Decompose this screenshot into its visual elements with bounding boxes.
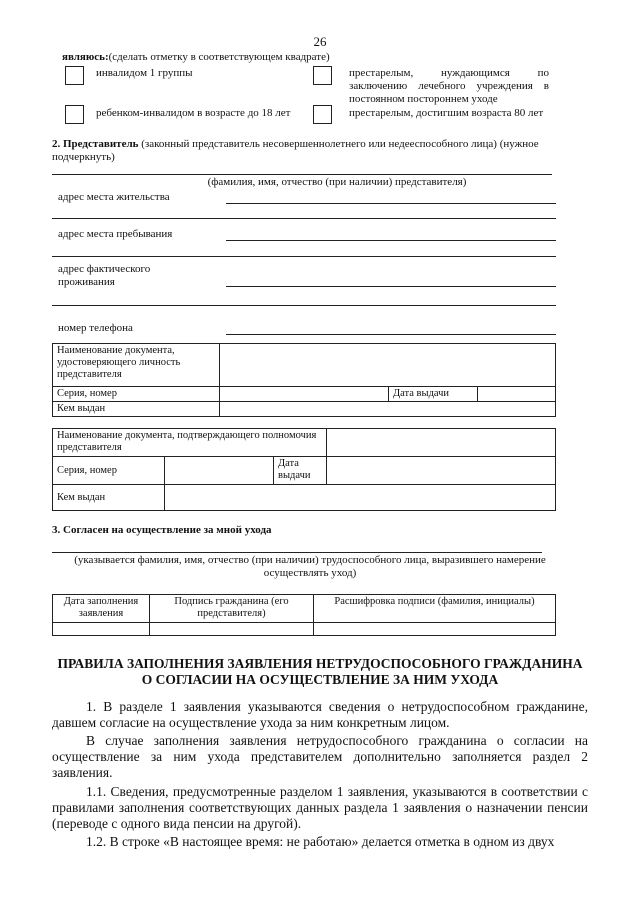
rules-paragraph-2: В случае заполнения заявления нетрудоспособного гражданина о согласии на осуществление за ним ухода представителем дополнительно заполняется раздел 2 заявления.: [52, 733, 588, 780]
identity-series-label: Серия, номер: [53, 387, 220, 402]
sign-signature-field[interactable]: [150, 623, 314, 636]
address-actual-line2[interactable]: [52, 305, 556, 306]
address-stay-line2[interactable]: [52, 256, 556, 257]
authority-issuer-field[interactable]: [165, 485, 556, 511]
rules-paragraph-1: 1. В разделе 1 заявления указываются сведения о нетрудоспособном гражданине, давшем согласие на осуществление ухода за ним конкретным лицом.: [52, 699, 588, 730]
option-elderly-80: престарелым, достигшим возраста 80 лет: [349, 107, 544, 119]
signature-table: [52, 594, 556, 636]
address-actual-field[interactable]: [226, 286, 556, 287]
section3-heading: 3. Согласен на осуществление за мной ухода: [52, 524, 272, 536]
option-disabled-group1: инвалидом 1 группы: [96, 67, 193, 79]
checkbox-disabled-child[interactable]: [65, 105, 84, 124]
section2-heading-text: (законный представитель несовершеннолетнего или недееспособного лица) (нужное подчеркнуть): [52, 138, 539, 163]
authority-doc-name-label: Наименование документа, подтверждающего полномочия представителя: [53, 429, 327, 457]
authority-series-field[interactable]: [165, 457, 274, 485]
identity-doc-name-label: Наименование документа, удостоверяющего личность представителя: [53, 344, 220, 387]
checkbox-disabled-group1[interactable]: [65, 66, 84, 85]
status-lead-bold: являюсь:: [62, 51, 109, 63]
identity-document-table: [52, 343, 556, 417]
rules-paragraph-4: 1.2. В строке «В настоящее время: не работаю» делается отметка в одном из двух: [86, 834, 555, 849]
section2-heading-bold: 2. Представитель: [52, 138, 139, 150]
option-disabled-child: ребенком-инвалидом в возрасте до 18 лет: [96, 107, 291, 119]
rules-title: ПРАВИЛА ЗАПОЛНЕНИЯ ЗАЯВЛЕНИЯ НЕТРУДОСПОСОБНОГО ГРАЖДАНИНА О СОГЛАСИИ НА ОСУЩЕСТВЛЕНИЕ ЗА НИМ УХОДА: [57, 656, 583, 687]
phone-label: номер телефона: [58, 322, 133, 334]
address-residence-field[interactable]: [226, 203, 556, 204]
sign-signature-header: Подпись гражданина (его представителя): [150, 595, 314, 623]
caregiver-fio-line[interactable]: [52, 552, 542, 553]
authority-date-label: Дата выдачи: [274, 457, 327, 485]
authority-doc-name-field[interactable]: [327, 429, 556, 457]
status-lead: [62, 51, 330, 63]
section2-heading: [52, 138, 592, 164]
sign-date-header: Дата заполнения заявления: [53, 595, 150, 623]
identity-issuer-label: Кем выдан: [53, 402, 220, 417]
address-actual-label: адрес фактического проживания: [58, 263, 151, 288]
address-stay-label: адрес места пребывания: [58, 228, 173, 240]
page-number: 26: [313, 34, 327, 49]
address-stay-field[interactable]: [226, 240, 556, 241]
caregiver-fio-caption: (указывается фамилия, имя, отчество (при наличии) трудоспособного лица, выразившего намерение осуществлять уход): [74, 554, 546, 579]
fio-line[interactable]: [52, 174, 552, 175]
authority-issuer-label: Кем выдан: [53, 485, 165, 511]
rules-paragraph-3: 1.1. Сведения, предусмотренные разделом 1 заявления, указываются в соответствии с правилами заполнения соответствующих данных раздела 1 заявления о назначении пенсии (переводе с одного вида пенсии на другой).: [52, 784, 588, 831]
identity-date-field[interactable]: [478, 387, 556, 402]
identity-issuer-field[interactable]: [220, 402, 556, 417]
identity-date-label: Дата выдачи: [389, 387, 478, 402]
authority-document-table: [52, 428, 556, 511]
sign-decoding-header: Расшифровка подписи (фамилия, инициалы): [314, 595, 556, 623]
identity-series-field[interactable]: [220, 387, 389, 402]
checkbox-elderly-care[interactable]: [313, 66, 332, 85]
address-residence-line2[interactable]: [52, 218, 556, 219]
sign-decoding-field[interactable]: [314, 623, 556, 636]
option-elderly-care: престарелым, нуждающимся по заключению лечебного учреждения в постоянном постороннем уходе: [349, 67, 549, 105]
fio-caption: (фамилия, имя, отчество (при наличии) представителя): [207, 176, 467, 188]
address-residence-label: адрес места жительства: [58, 191, 170, 203]
authority-series-label: Серия, номер: [53, 457, 165, 485]
status-lead-text: (сделать отметку в соответствующем квадрате): [108, 51, 330, 63]
phone-field[interactable]: [226, 334, 556, 335]
sign-date-field[interactable]: [53, 623, 150, 636]
authority-date-field[interactable]: [327, 457, 556, 485]
checkbox-elderly-80[interactable]: [313, 105, 332, 124]
identity-doc-name-field[interactable]: [220, 344, 556, 387]
